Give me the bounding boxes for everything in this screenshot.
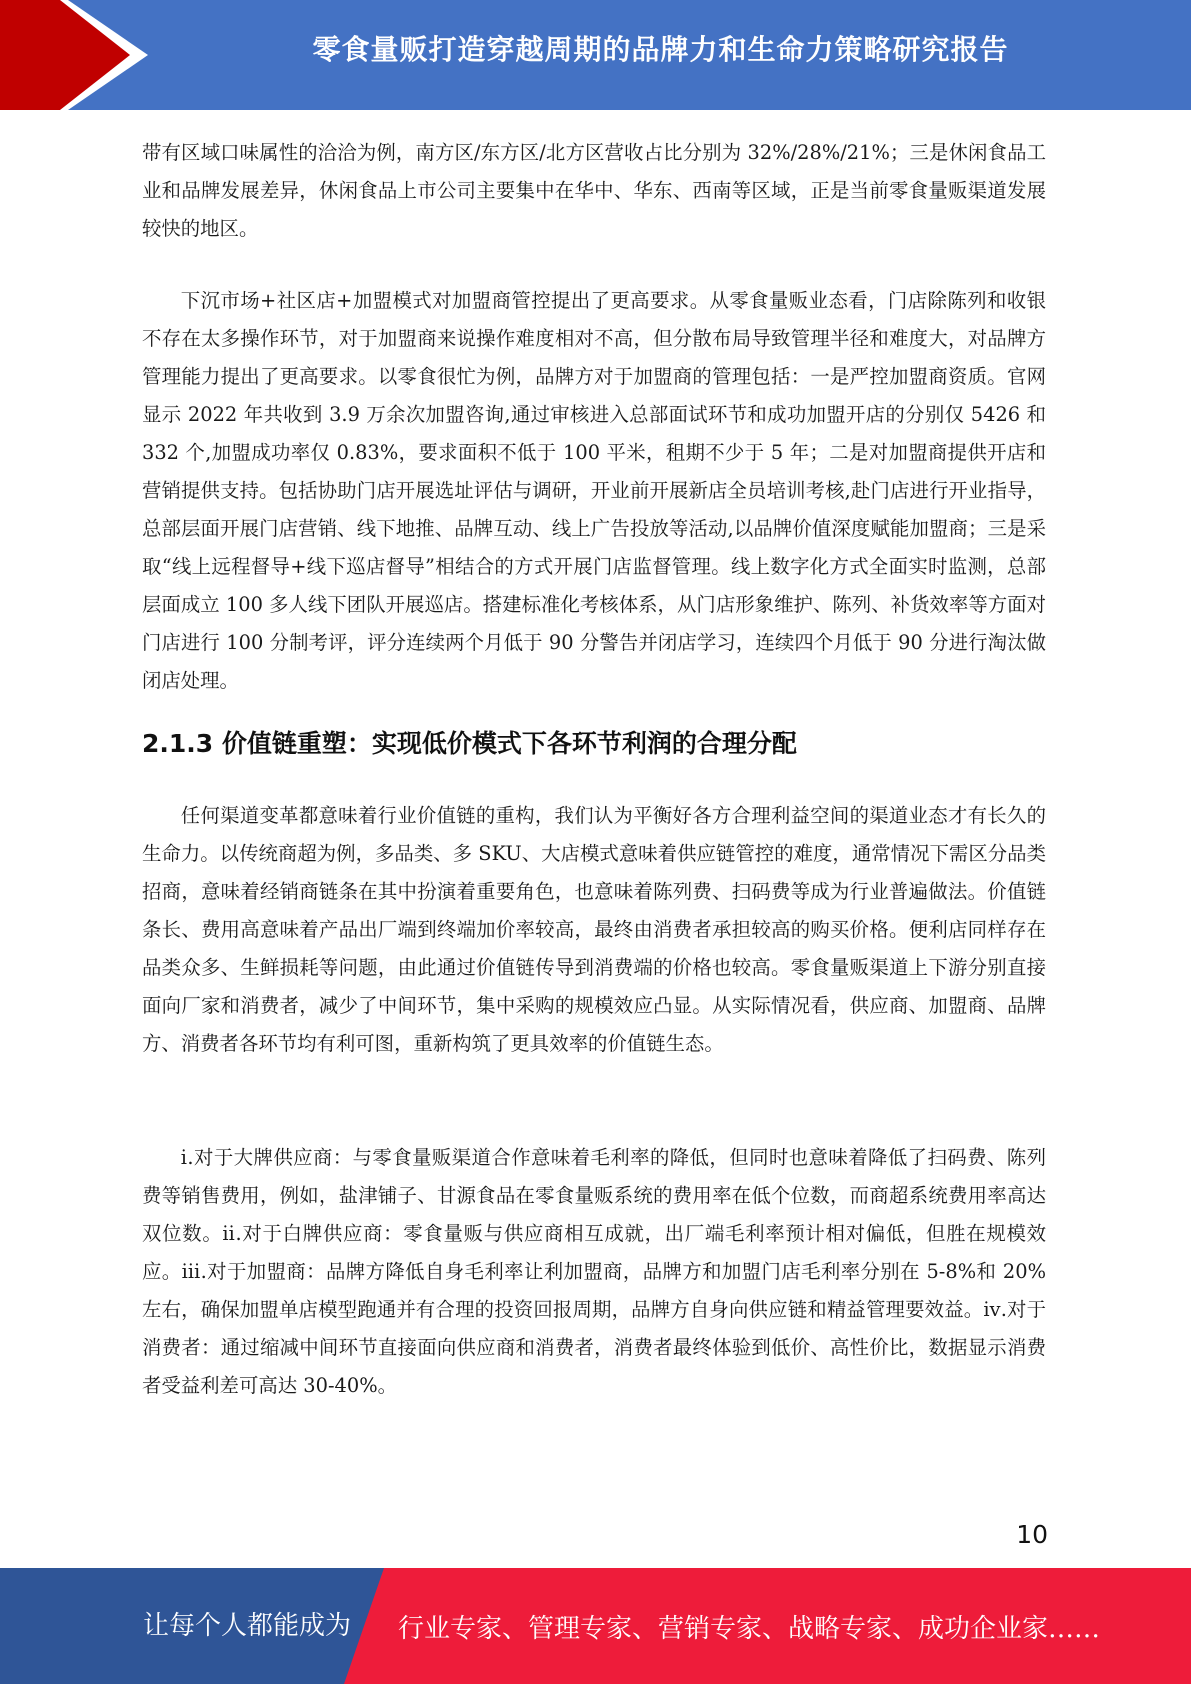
paragraph-stakeholders: ⅰ.对于大牌供应商：与零食量贩渠道合作意味着毛利率的降低，但同时也意味着降低了扫码费、陈列费等销售费用，例如，盐津铺子、甘源食品在零食量贩系统的费用率在低个位数，而商超系统费用率高达双位数。ⅱ.对于白牌供应商：零食量贩与供应商相互成就，出厂端毛利率预计相对偏低，但胜在规模效应。ⅲ.对于加盟商：品牌方降低自身毛利率让利加盟商，品牌方和加盟门店毛利率分别在 5-8%和 20%左右，确保加盟单店模型跑通并有合理的投资回报周期，品牌方自身向供应链和精益管理要效益。ⅳ.对于消费者：通过缩减中间环节直接面向供应商和消费者，消费者最终体验到低价、高性价比，数据显示消费者受益利差可高达 30-40%。 [142,1146,1046,1397]
paragraph-franchise-control: 下沉市场+社区店+加盟模式对加盟商管控提出了更高要求。从零食量贩业态看，门店除陈列和收银不存在太多操作环节，对于加盟商来说操作难度相对不高，但分散布局导致管理半径和难度大，对品牌方管理能力提出了更高要求。以零食很忙为例，品牌方对于加盟商的管理包括：一是严控加盟商资质。官网显示 2022 年共收到 3.9 万余次加盟咨询,通过审核进入总部面试环节和成功加盟开店的分别仅 5426 和 332 个,加盟成功率仅 0.83%，要求面积不低于 100 平米，租期不少于 5 年；二是对加盟商提供开店和营销提供支持。包括协助门店开展选址评估与调研，开业前开展新店全员培训考核,赴门店进行开业指导，总部层面开展门店营销、线下地推、品牌互动、线上广告投放等活动,以品牌价值深度赋能加盟商；三是采取“线上远程督导+线下巡店督导”相结合的方式开展门店监督管理。线上数字化方式全面实时监测，总部层面成立 100 多人线下团队开展巡店。搭建标准化考核体系，从门店形象维护、陈列、补货效率等方面对门店进行 100 分制考评，评分连续两个月低于 90 分警告并闭店学习，连续四个月低于 90 分进行淘汰做闭店处理。 [142,289,1046,692]
page-footer [0,1568,1191,1684]
section-heading: 2.1.3 价值链重塑：实现低价模式下各环节利润的合理分配 [142,729,797,758]
page-header [0,0,1191,110]
page-number: 10 [1016,1520,1048,1549]
report-title: 零食量贩打造穿越周期的品牌力和生命力策略研究报告 [312,33,1009,66]
footer-slogan-right: 行业专家、管理专家、营销专家、战略专家、成功企业家…… [398,1614,1101,1644]
footer-slogan-left: 让每个人都能成为 [143,1611,352,1641]
paragraph-regional-flavor: 带有区域口味属性的洽洽为例，南方区/东方区/北方区营收占比分别为 32%/28%/21%；三是休闲食品工业和品牌发展差异，休闲食品上市公司主要集中在华中、华东、西南等区域，正是当前零食量贩渠道发展较快的地区。 [142,141,1046,240]
header-chevron-decoration [0,0,160,110]
paragraph-value-chain: 任何渠道变革都意味着行业价值链的重构，我们认为平衡好各方合理利益空间的渠道业态才有长久的生命力。以传统商超为例，多品类、多 SKU、大店模式意味着供应链管控的难度，通常情况下需区分品类招商，意味着经销商链条在其中扮演着重要角色，也意味着陈列费、扫码费等成为行业普遍做法。价值链条长、费用高意味着产品出厂端到终端加价率较高，最终由消费者承担较高的购买价格。便利店同样存在品类众多、生鲜损耗等问题，由此通过价值链传导到消费端的价格也较高。零食量贩渠道上下游分别直接面向厂家和消费者，减少了中间环节，集中采购的规模效应凸显。从实际情况看，供应商、加盟商、品牌方、消费者各环节均有利可图，重新构筑了更具效率的价值链生态。 [142,804,1046,1055]
